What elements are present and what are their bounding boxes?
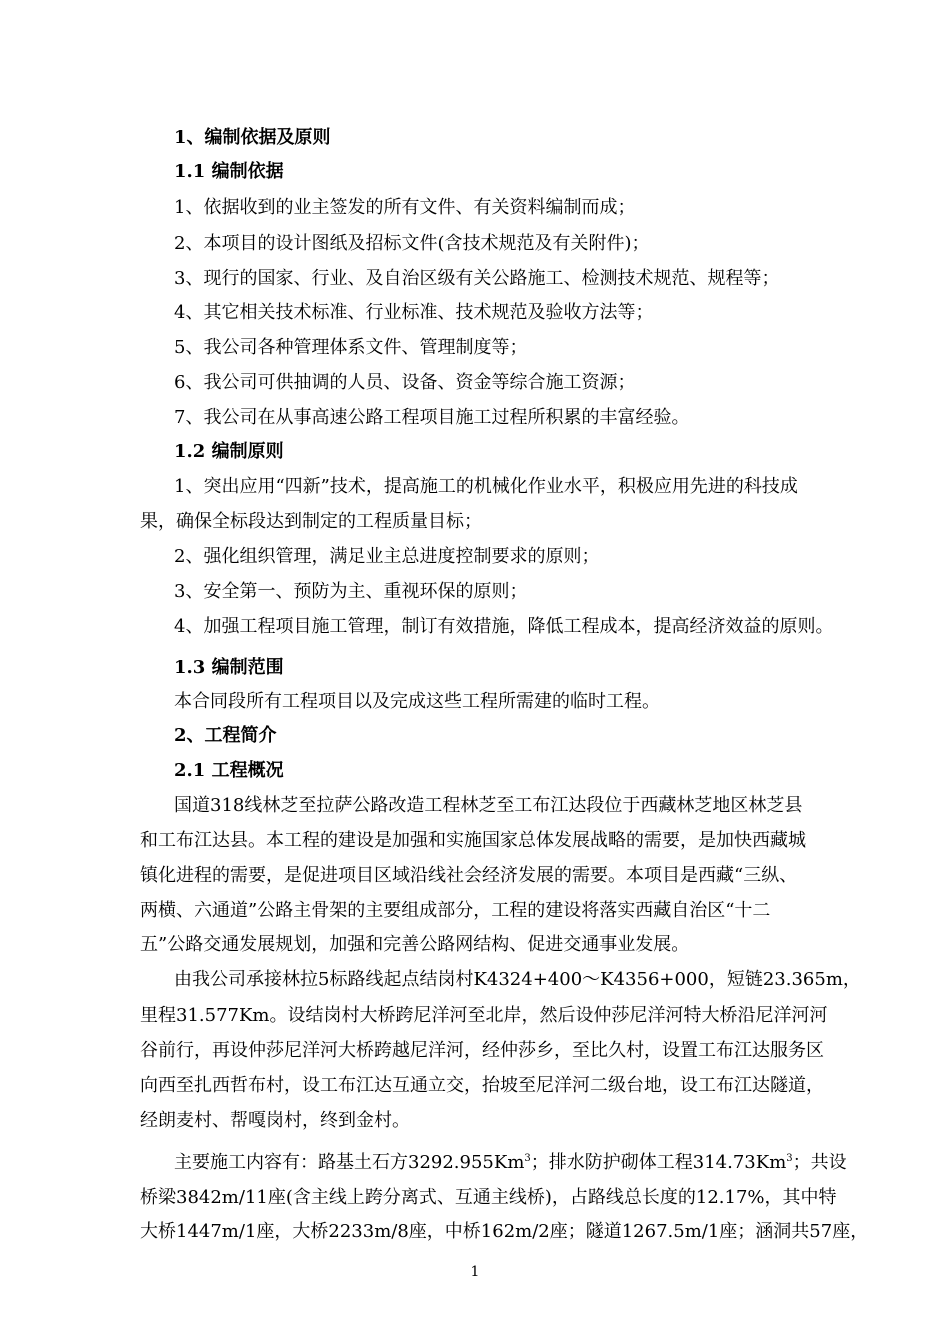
- overview-line: 两横、六通道”公路主骨架的主要组成部分，工程的建设将落实西藏自治区“十二: [140, 900, 771, 921]
- basis-item: 1、依据收到的业主签发的所有文件、有关资料编制而成；: [174, 197, 636, 218]
- route-line: 由我公司承接林拉5标路线起点结岗村K4324+400～K4356+000，短链23.365m，: [174, 969, 861, 990]
- principle-item-continued: 果，确保全标段达到制定的工程质量目标；: [140, 511, 482, 532]
- heading-1-3: 1.3 编制范围: [174, 657, 284, 678]
- heading-1: 1、编制依据及原则: [174, 127, 331, 148]
- overview-line: 五”公路交通发展规划，加强和完善公路网结构、促进交通事业发展。: [140, 934, 690, 955]
- principle-item: 3、安全第一、预防为主、重视环保的原则；: [174, 581, 528, 602]
- works-line: 桥梁3842m/11座(含主线上跨分离式、互通主线桥)，占路线总长度的12.17%，其中特: [140, 1187, 837, 1208]
- basis-item: 6、我公司可供抽调的人员、设备、资金等综合施工资源；: [174, 372, 636, 393]
- basis-item: 2、本项目的设计图纸及招标文件(含技术规范及有关附件)；: [174, 233, 650, 254]
- page-number: 1: [470, 1264, 480, 1280]
- scope-paragraph: 本合同段所有工程项目以及完成这些工程所需建的临时工程。: [174, 691, 660, 712]
- superscript: 3: [524, 1153, 531, 1164]
- basis-item: 4、其它相关技术标准、行业标准、技术规范及验收方法等；: [174, 302, 654, 323]
- heading-2-1: 2.1 工程概况: [174, 760, 284, 781]
- works-line: 大桥1447m/1座，大桥2233m/8座，中桥162m/2座；隧道1267.5m/1座；涵洞共57座，: [140, 1221, 869, 1242]
- overview-line: 和工布江达县。本工程的建设是加强和实施国家总体发展战略的需要，是加快西藏城: [140, 830, 806, 851]
- route-line: 谷前行，再设仲莎尼洋河大桥跨越尼洋河，经仲莎乡，至比久村，设置工布江达服务区: [140, 1040, 824, 1061]
- principle-item: 4、加强工程项目施工管理，制订有效措施，降低工程成本，提高经济效益的原则。: [174, 616, 834, 637]
- works-text: ；排水防护砌体工程314.73Km: [530, 1152, 787, 1173]
- works-text: ；共设: [792, 1152, 847, 1173]
- heading-1-1: 1.1 编制依据: [174, 161, 284, 182]
- route-line: 经朗麦村、帮嘎岗村，终到金村。: [140, 1110, 410, 1131]
- superscript: 3: [786, 1153, 793, 1164]
- heading-1-2: 1.2 编制原则: [174, 441, 284, 462]
- works-text: 主要施工内容有：路基土石方3292.955Km: [174, 1152, 525, 1173]
- works-line: [174, 1150, 874, 1176]
- overview-line: 国道318线林芝至拉萨公路改造工程林芝至工布江达段位于西藏林芝地区林芝县: [174, 795, 803, 816]
- principle-item: 2、强化组织管理，满足业主总进度控制要求的原则；: [174, 546, 600, 567]
- basis-item: 5、我公司各种管理体系文件、管理制度等；: [174, 337, 528, 358]
- basis-item: 3、现行的国家、行业、及自治区级有关公路施工、检测技术规范、规程等；: [174, 268, 780, 289]
- heading-2: 2、工程简介: [174, 725, 277, 746]
- overview-line: 镇化进程的需要，是促进项目区域沿线社会经济发展的需要。本项目是西藏“三纵、: [140, 865, 798, 886]
- principle-item: 1、突出应用“四新”技术，提高施工的机械化作业水平，积极应用先进的科技成: [174, 476, 798, 497]
- basis-item: 7、我公司在从事高速公路工程项目施工过程所积累的丰富经验。: [174, 407, 690, 428]
- route-line: 里程31.577Km。设结岗村大桥跨尼洋河至北岸，然后设仲莎尼洋河特大桥沿尼洋河河: [140, 1005, 828, 1026]
- route-line: 向西至扎西哲布村，设工布江达互通立交，抬坡至尼洋河二级台地，设工布江达隧道，: [140, 1075, 824, 1096]
